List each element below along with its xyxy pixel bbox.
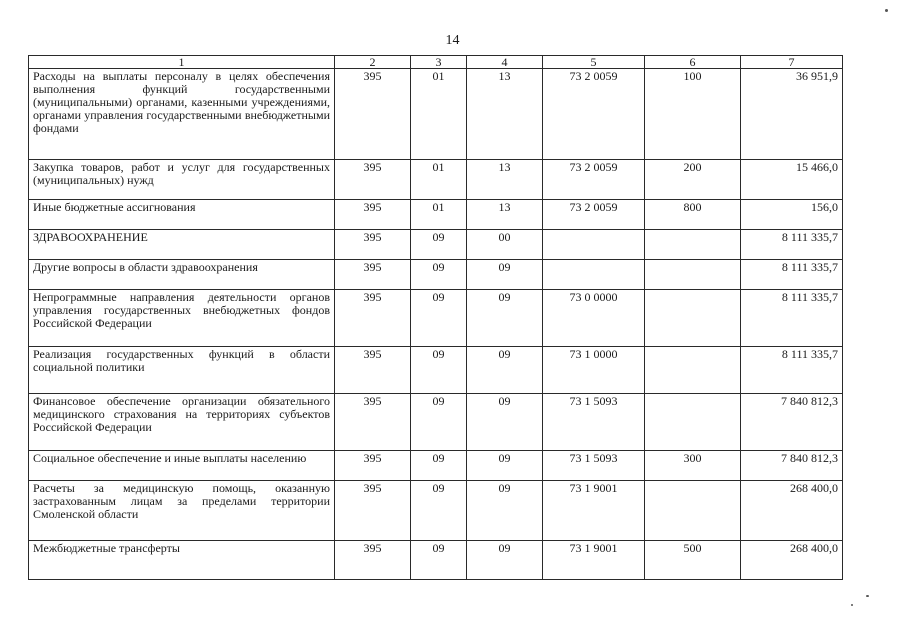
- table-row: [29, 69, 843, 160]
- table-row: [29, 200, 843, 230]
- column-header: 7: [741, 56, 843, 69]
- subsection-code-cell: 09: [467, 347, 543, 394]
- amount-cell: 268 400,0: [741, 541, 843, 580]
- table-row: [29, 160, 843, 200]
- chapter-code-cell: 395: [335, 481, 411, 541]
- row-name-cell: Закупка товаров, работ и услуг для государственных (муниципальных) нужд: [29, 160, 335, 200]
- expense-type-cell: 300: [645, 451, 741, 481]
- row-name-cell: Непрограммные направления деятельности органов управления государственных внебюджетных фондов Российской Федерации: [29, 290, 335, 347]
- expense-type-cell: 200: [645, 160, 741, 200]
- subsection-code-cell: 09: [467, 394, 543, 451]
- column-number-header: [29, 56, 843, 69]
- amount-cell: 15 466,0: [741, 160, 843, 200]
- row-name-cell: Другие вопросы в области здравоохранения: [29, 260, 335, 290]
- scan-speck: [885, 9, 888, 12]
- table-row: [29, 230, 843, 260]
- section-code-cell: 09: [411, 260, 467, 290]
- scan-speck: [866, 595, 869, 597]
- table-row: [29, 481, 843, 541]
- column-header: 1: [29, 56, 335, 69]
- target-article-cell: [543, 230, 645, 260]
- expense-type-cell: [645, 394, 741, 451]
- row-name-cell: Межбюджетные трансферты: [29, 541, 335, 580]
- row-name-cell: Реализация государственных функций в области социальной политики: [29, 347, 335, 394]
- table-body: [29, 56, 843, 580]
- expense-type-cell: 800: [645, 200, 741, 230]
- section-code-cell: 09: [411, 230, 467, 260]
- chapter-code-cell: 395: [335, 69, 411, 160]
- subsection-code-cell: 09: [467, 541, 543, 580]
- row-name-cell: Иные бюджетные ассигнования: [29, 200, 335, 230]
- chapter-code-cell: 395: [335, 260, 411, 290]
- section-code-cell: 09: [411, 394, 467, 451]
- amount-cell: 8 111 335,7: [741, 230, 843, 260]
- amount-cell: 268 400,0: [741, 481, 843, 541]
- expense-type-cell: [645, 290, 741, 347]
- table-row: [29, 541, 843, 580]
- subsection-code-cell: 09: [467, 481, 543, 541]
- expense-type-cell: 500: [645, 541, 741, 580]
- section-code-cell: 09: [411, 481, 467, 541]
- subsection-code-cell: 09: [467, 290, 543, 347]
- section-code-cell: 01: [411, 200, 467, 230]
- chapter-code-cell: 395: [335, 200, 411, 230]
- subsection-code-cell: 13: [467, 160, 543, 200]
- target-article-cell: 73 0 0000: [543, 290, 645, 347]
- expense-type-cell: [645, 230, 741, 260]
- amount-cell: 7 840 812,3: [741, 394, 843, 451]
- page-number: 14: [445, 33, 460, 48]
- expense-type-cell: [645, 481, 741, 541]
- row-name-cell: Расходы на выплаты персоналу в целях обеспечения выполнения функций государственными (муниципальными) органами, казенными учреждениями, органами управления государственными внебюджетными фондами: [29, 69, 335, 160]
- expense-type-cell: 100: [645, 69, 741, 160]
- column-header: 6: [645, 56, 741, 69]
- chapter-code-cell: 395: [335, 541, 411, 580]
- chapter-code-cell: 395: [335, 290, 411, 347]
- amount-cell: 36 951,9: [741, 69, 843, 160]
- expense-type-cell: [645, 347, 741, 394]
- column-header: 5: [543, 56, 645, 69]
- section-code-cell: 01: [411, 69, 467, 160]
- column-header: 4: [467, 56, 543, 69]
- subsection-code-cell: 09: [467, 260, 543, 290]
- table-row: [29, 451, 843, 481]
- column-header: 3: [411, 56, 467, 69]
- table-row: [29, 347, 843, 394]
- subsection-code-cell: 09: [467, 451, 543, 481]
- row-name-cell: Социальное обеспечение и иные выплаты населению: [29, 451, 335, 481]
- section-code-cell: 09: [411, 451, 467, 481]
- expense-type-cell: [645, 260, 741, 290]
- table-row: [29, 290, 843, 347]
- amount-cell: 156,0: [741, 200, 843, 230]
- chapter-code-cell: 395: [335, 160, 411, 200]
- section-code-cell: 01: [411, 160, 467, 200]
- section-code-cell: 09: [411, 290, 467, 347]
- amount-cell: 7 840 812,3: [741, 451, 843, 481]
- target-article-cell: 73 1 9001: [543, 541, 645, 580]
- column-header: 2: [335, 56, 411, 69]
- target-article-cell: 73 2 0059: [543, 160, 645, 200]
- subsection-code-cell: 13: [467, 200, 543, 230]
- row-name-cell: ЗДРАВООХРАНЕНИЕ: [29, 230, 335, 260]
- subsection-code-cell: 00: [467, 230, 543, 260]
- target-article-cell: 73 1 0000: [543, 347, 645, 394]
- chapter-code-cell: 395: [335, 451, 411, 481]
- target-article-cell: 73 2 0059: [543, 69, 645, 160]
- target-article-cell: 73 1 5093: [543, 394, 645, 451]
- target-article-cell: [543, 260, 645, 290]
- row-name-cell: Финансовое обеспечение организации обязательного медицинского страхования на территориях субъектов Российской Федерации: [29, 394, 335, 451]
- target-article-cell: 73 1 5093: [543, 451, 645, 481]
- amount-cell: 8 111 335,7: [741, 260, 843, 290]
- target-article-cell: 73 1 9001: [543, 481, 645, 541]
- table-row: [29, 260, 843, 290]
- chapter-code-cell: 395: [335, 347, 411, 394]
- row-name-cell: Расчеты за медицинскую помощь, оказанную застрахованным лицам за пределами территории Смоленской области: [29, 481, 335, 541]
- section-code-cell: 09: [411, 541, 467, 580]
- chapter-code-cell: 395: [335, 230, 411, 260]
- scan-speck: [851, 604, 853, 606]
- budget-table: [28, 55, 843, 580]
- amount-cell: 8 111 335,7: [741, 290, 843, 347]
- amount-cell: 8 111 335,7: [741, 347, 843, 394]
- target-article-cell: 73 2 0059: [543, 200, 645, 230]
- section-code-cell: 09: [411, 347, 467, 394]
- subsection-code-cell: 13: [467, 69, 543, 160]
- chapter-code-cell: 395: [335, 394, 411, 451]
- table-row: [29, 394, 843, 451]
